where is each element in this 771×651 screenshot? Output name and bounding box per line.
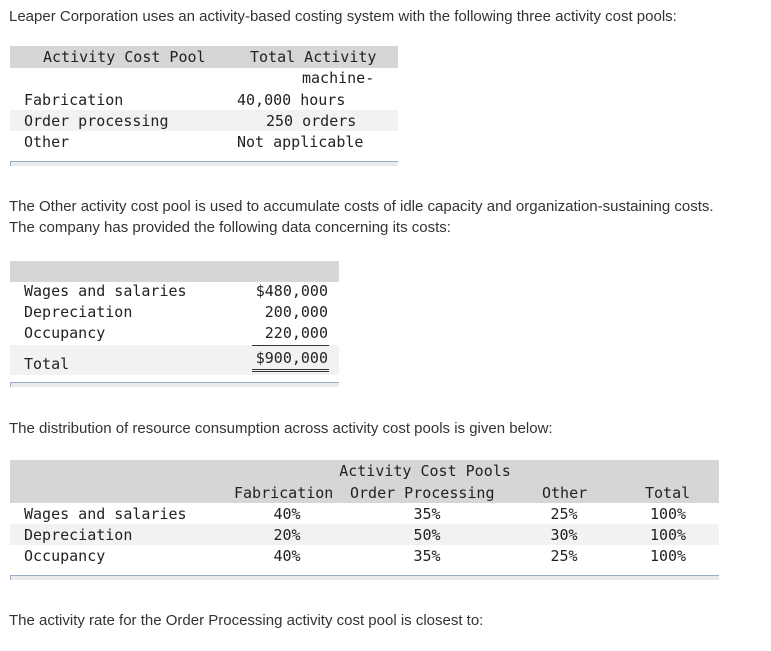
dist-cell-occupancy-other: 25%	[550, 547, 578, 565]
cost-data-intro: The company has provided the following data concerning its costs:	[9, 219, 451, 236]
dist-cell-wages-total: 100%	[649, 505, 687, 523]
column-header-other: Other	[542, 484, 588, 502]
dist-cell-occupancy-fabrication: 40%	[273, 547, 301, 565]
dist-cell-wages-fabrication: 40%	[273, 505, 301, 523]
dist-cell-occupancy-total: 100%	[649, 547, 687, 565]
pool-activity-fabrication-line2: 40,000 hours	[237, 91, 346, 109]
cost-table	[10, 261, 339, 391]
total-double-underline-top	[252, 369, 329, 370]
dist-row-name-occupancy: Occupancy	[24, 547, 106, 565]
table-footer-bar	[10, 382, 339, 387]
other-pool-description: The Other activity cost pool is used to accumulate costs of idle capacity and organization-sustaining costs.	[9, 198, 714, 215]
pool-activity-order-processing: 250 orders	[266, 112, 357, 130]
pool-name-fabrication: Fabrication	[24, 91, 124, 109]
column-header-fabrication: Fabrication	[234, 484, 334, 502]
column-header-order-processing: Order Processing	[350, 484, 495, 502]
activity-pool-table	[10, 46, 398, 168]
question-text: The activity rate for the Order Processing activity cost pool is closest to:	[9, 612, 484, 629]
column-header-total-activity: Total Activity	[250, 48, 377, 66]
dist-cell-depreciation-fabrication: 20%	[273, 526, 301, 544]
dist-cell-wages-other: 25%	[550, 505, 578, 523]
cost-name-wages: Wages and salaries	[24, 282, 187, 300]
dist-cell-wages-order-processing: 35%	[413, 505, 441, 523]
cost-amount-wages: $480,000	[255, 282, 328, 300]
intro-text: Leaper Corporation uses an activity-based costing system with the following three activity cost pools:	[9, 8, 677, 25]
dist-cell-occupancy-order-processing: 35%	[413, 547, 441, 565]
column-header-total: Total	[645, 484, 691, 502]
distribution-intro: The distribution of resource consumption across activity cost pools is given below:	[9, 420, 553, 437]
dist-row-name-depreciation: Depreciation	[24, 526, 133, 544]
total-double-underline-bottom	[252, 371, 329, 372]
pool-activity-other: Not applicable	[237, 133, 364, 151]
distribution-table	[10, 460, 719, 582]
group-header-activity-cost-pools: Activity Cost Pools	[339, 462, 511, 480]
pool-name-other: Other	[24, 133, 70, 151]
cost-name-depreciation: Depreciation	[24, 303, 133, 321]
cost-total-amount: $900,000	[255, 349, 328, 367]
column-header-activity-cost-pool: Activity Cost Pool	[43, 48, 206, 66]
cost-name-occupancy: Occupancy	[24, 324, 106, 342]
subtotal-underline	[252, 345, 329, 346]
dist-cell-depreciation-other: 30%	[550, 526, 578, 544]
cost-amount-depreciation: 200,000	[264, 303, 328, 321]
dist-row-name-wages: Wages and salaries	[24, 505, 187, 523]
dist-cell-depreciation-order-processing: 50%	[413, 526, 441, 544]
pool-activity-fabrication-line1: machine-	[302, 69, 375, 87]
table-footer-bar	[10, 575, 719, 580]
cost-total-label: Total	[24, 355, 70, 373]
table-header-band	[10, 261, 339, 282]
dist-cell-depreciation-total: 100%	[649, 526, 687, 544]
table-footer-bar	[10, 161, 398, 166]
cost-amount-occupancy: 220,000	[264, 324, 328, 342]
pool-name-order-processing: Order processing	[24, 112, 169, 130]
